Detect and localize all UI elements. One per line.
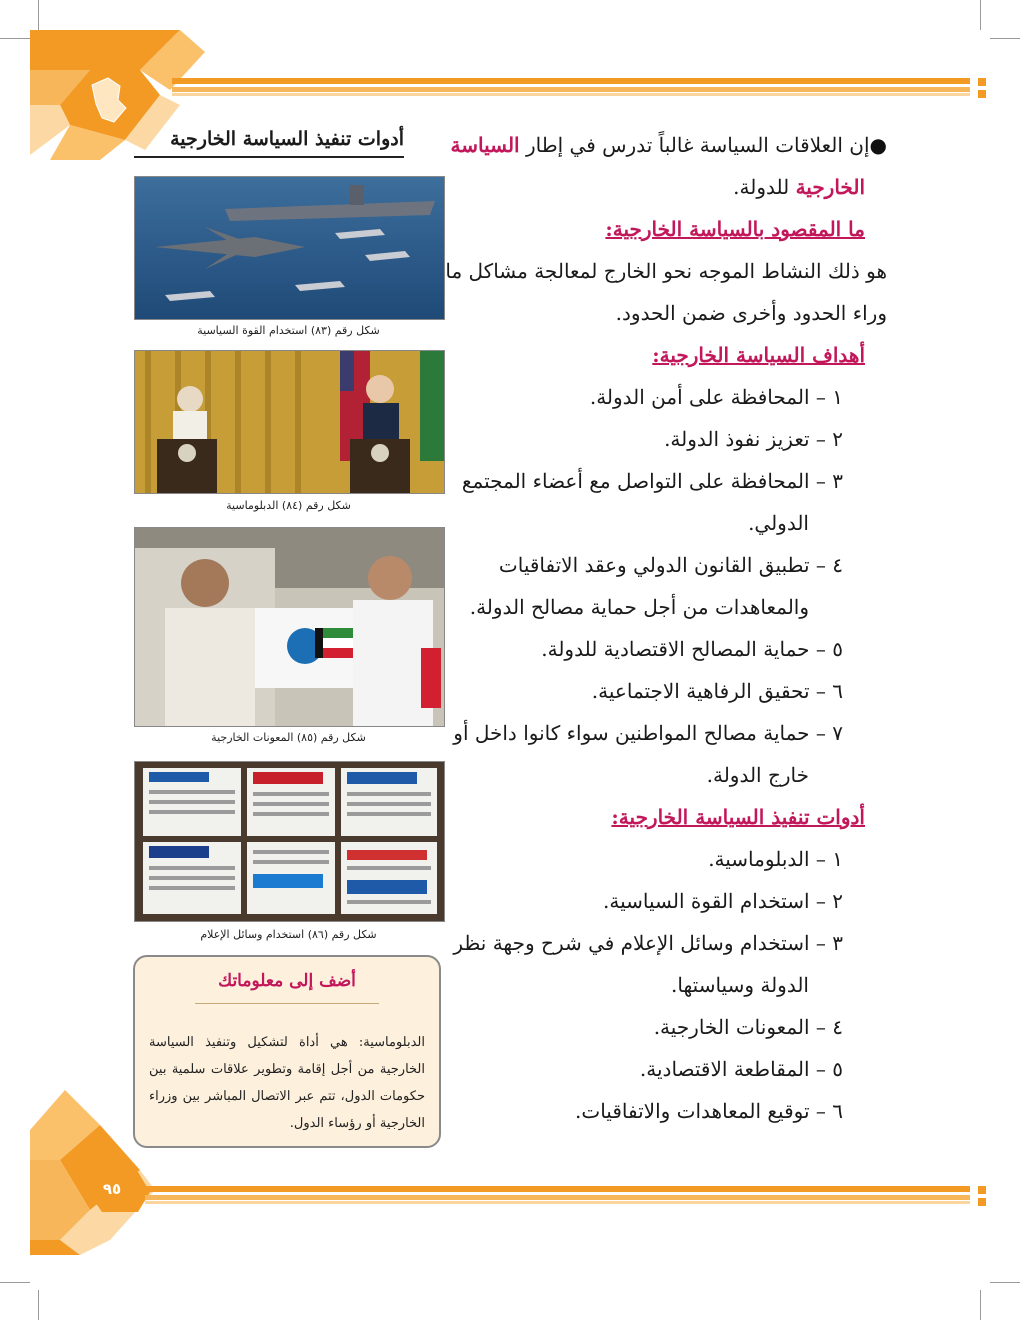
goal-item-continuation: خارج الدولة. bbox=[706, 763, 809, 787]
goal-item-continuation: الدولي. bbox=[748, 511, 809, 535]
goals-heading: أهداف السياسة الخارجية: bbox=[652, 343, 865, 367]
goal-item: ٥ – حماية المصالح الاقتصادية للدولة. bbox=[541, 637, 843, 661]
crop-mark bbox=[38, 0, 39, 30]
tool-item: ١ – الدبلوماسية. bbox=[708, 847, 843, 871]
goal-item: ٤ – تطبيق القانون الدولي وعقد الاتفاقيات bbox=[498, 553, 843, 577]
crop-mark bbox=[990, 1282, 1020, 1283]
stripe-end bbox=[978, 78, 986, 86]
figure-caption: شكل رقم (٨٤) الدبلوماسية bbox=[226, 499, 351, 512]
goal-item-continuation: والمعاهدات من أجل حماية مصالح الدولة. bbox=[469, 595, 809, 619]
goal-item: ٧ – حماية مصالح المواطنين سواء كانوا داخل أو bbox=[453, 721, 843, 745]
crop-mark bbox=[0, 1282, 30, 1283]
tool-item: ٦ – توقيع المعاهدات والاتفاقيات. bbox=[575, 1099, 843, 1123]
figure-media-photo bbox=[134, 761, 445, 922]
crop-mark bbox=[990, 38, 1020, 39]
figure-caption: شكل رقم (٨٥) المعونات الخارجية bbox=[211, 731, 366, 744]
stripe-end bbox=[978, 90, 986, 98]
tool-item: ٥ – المقاطعة الاقتصادية. bbox=[639, 1057, 843, 1081]
info-box-body: الدبلوماسية: هي أداة لتشكيل وتنفيذ السياسة الخارجية من أجل إقامة وتطوير علاقات سلمية بين حكومات الدول، تتم عبر الاتصال المباشر بين وزراء الخارجية أو رؤساء الدول. bbox=[149, 1035, 425, 1131]
intro-line-1: ●إن العلاقات السياسة غالباً تدرس في إطار السياسة bbox=[450, 133, 887, 157]
stripe-end bbox=[978, 1186, 986, 1194]
figure-diplomacy-photo bbox=[134, 350, 445, 494]
crop-mark bbox=[980, 0, 981, 30]
tool-item: ٤ – المعونات الخارجية. bbox=[653, 1015, 843, 1039]
figure-caption: شكل رقم (٨٣) استخدام القوة السياسية bbox=[197, 324, 380, 337]
goal-item: ٦ – تحقيق الرفاهية الاجتماعية. bbox=[591, 679, 843, 703]
tools-heading: أدوات تنفيذ السياسة الخارجية: bbox=[611, 805, 865, 829]
tool-item-continuation: الدولة وسياستها. bbox=[671, 973, 809, 997]
bottom-stripe bbox=[145, 1186, 970, 1204]
goal-item: ٣ – المحافظة على التواصل مع أعضاء المجتمع bbox=[461, 469, 843, 493]
definition-line-1: هو ذلك النشاط الموجه نحو الخارج لمعالجة مشاكل ما bbox=[445, 259, 887, 283]
page-number: ٩٥ bbox=[102, 1180, 122, 1198]
sidebar-title: أدوات تنفيذ السياسة الخارجية bbox=[134, 128, 404, 158]
info-box bbox=[133, 955, 441, 1148]
intro-line-2: الخارجية للدولة. bbox=[733, 175, 865, 199]
goal-item: ٢ – تعزيز نفوذ الدولة. bbox=[664, 427, 843, 451]
crop-mark bbox=[0, 38, 30, 39]
tool-item: ٣ – استخدام وسائل الإعلام في شرح وجهة نظر bbox=[453, 931, 843, 955]
definition-heading: ما المقصود بالسياسة الخارجية: bbox=[605, 217, 865, 241]
divider bbox=[195, 1003, 379, 1004]
goal-item: ١ – المحافظة على أمن الدولة. bbox=[589, 385, 843, 409]
stripe-end bbox=[978, 1198, 986, 1206]
figure-military-photo bbox=[134, 176, 445, 320]
top-stripe bbox=[172, 78, 970, 96]
figure-caption: شكل رقم (٨٦) استخدام وسائل الإعلام bbox=[200, 928, 377, 941]
tool-item: ٢ – استخدام القوة السياسية. bbox=[603, 889, 843, 913]
definition-line-2: وراء الحدود وأخرى ضمن الحدود. bbox=[615, 301, 887, 325]
crop-mark bbox=[980, 1290, 981, 1320]
crop-mark bbox=[38, 1290, 39, 1320]
info-box-title: أضف إلى معلوماتك bbox=[218, 971, 356, 991]
figure-aid-photo bbox=[134, 527, 445, 727]
